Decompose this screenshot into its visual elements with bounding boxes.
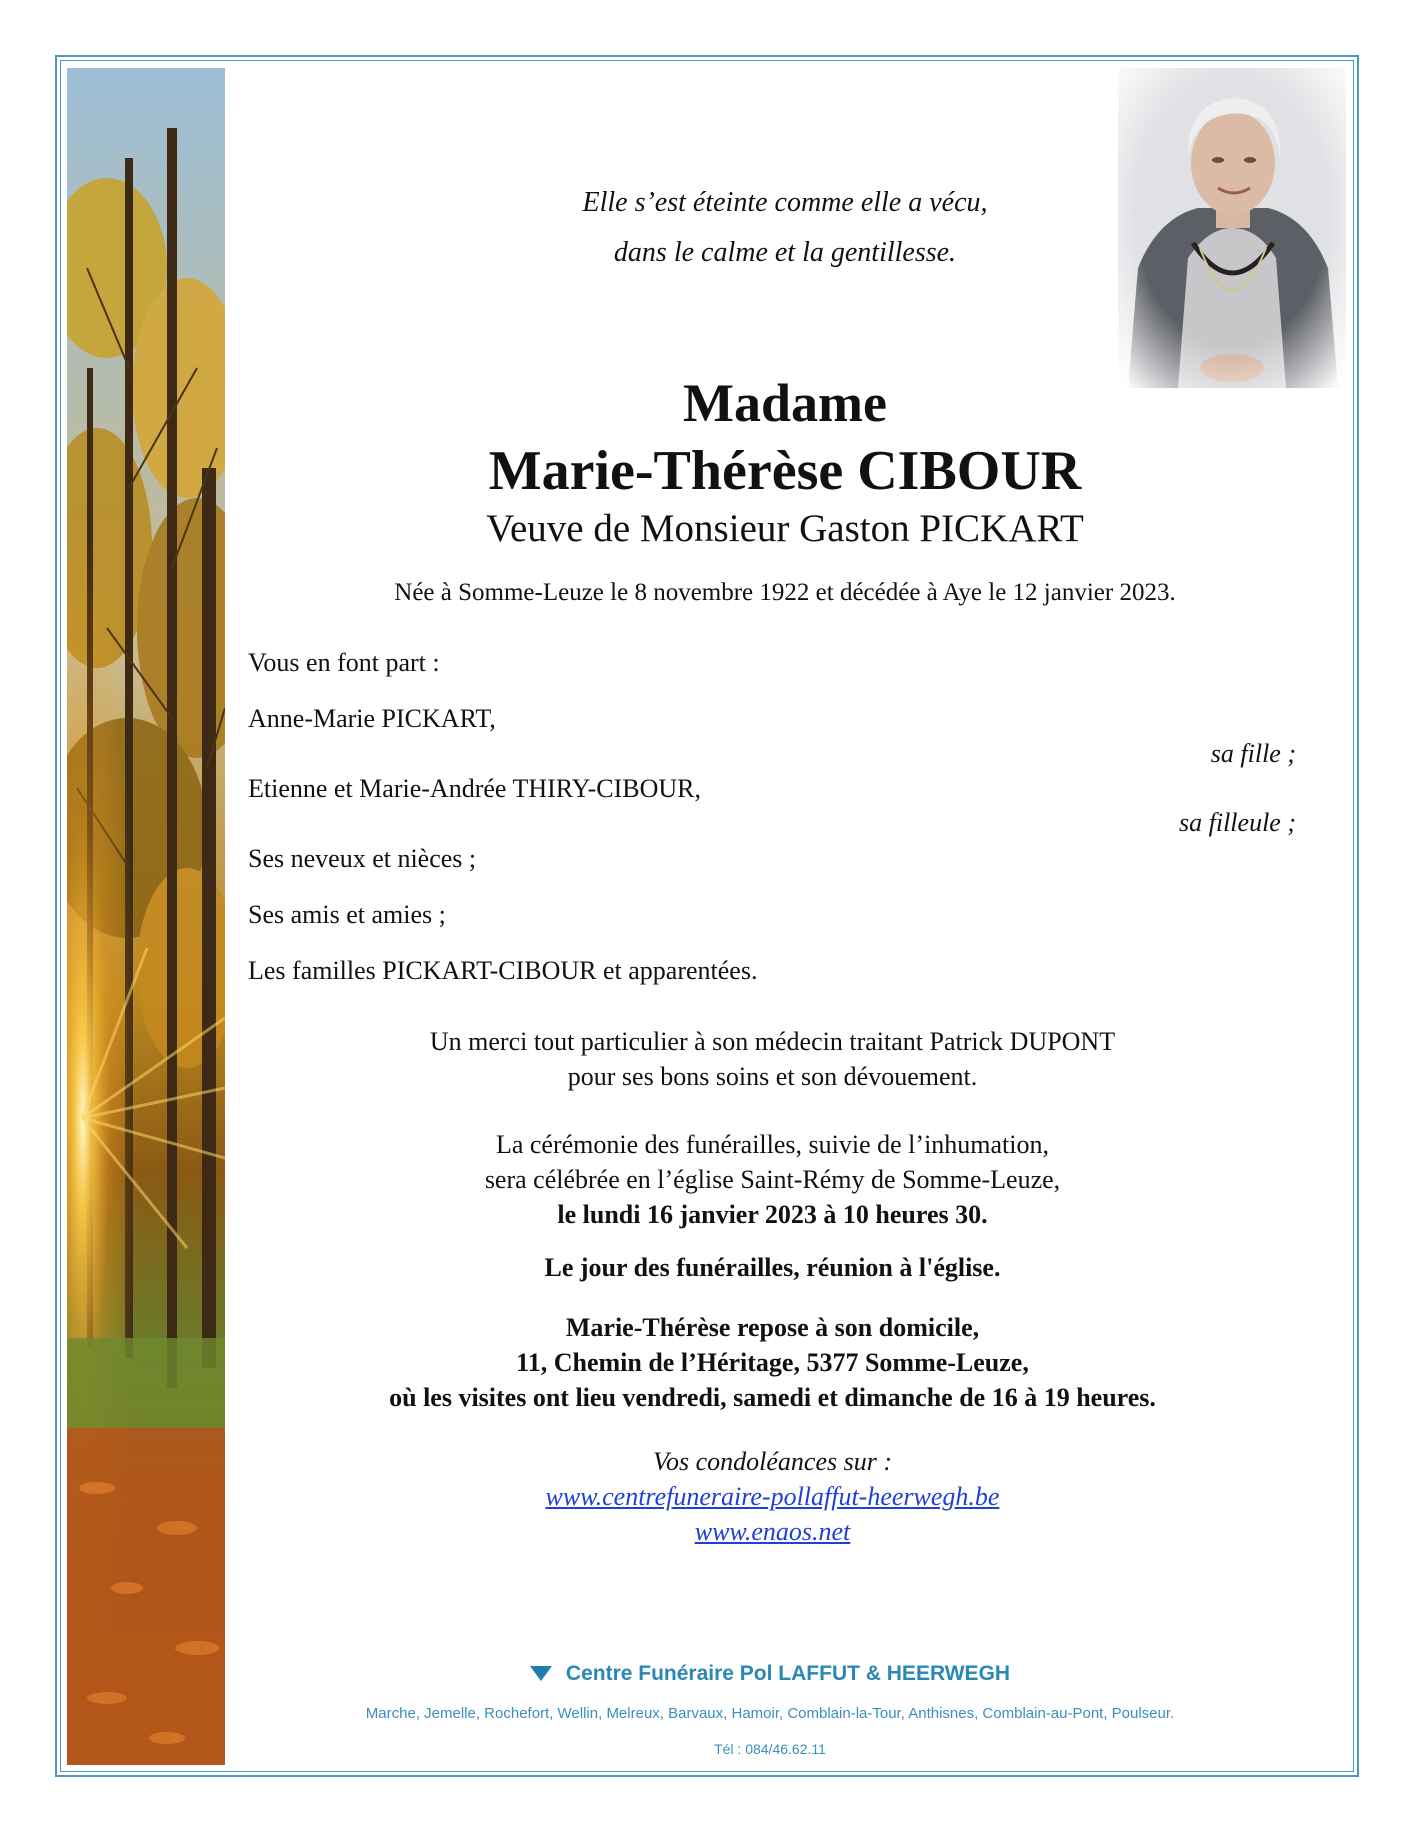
thanks-line-2: pour ses bons soins et son dévouement. [567,1062,978,1091]
family-other: Ses neveux et nièces ; [248,844,477,873]
visitation-line-1: Marie-Thérèse repose à son domicile, [565,1313,980,1342]
condolences-link-centre-funeraire[interactable]: www.centrefuneraire-pollaffut-heerwegh.be [545,1482,1000,1511]
funeral-home-name [240,1662,1300,1686]
family-intro: Vous en font part : [248,648,440,677]
autumn-forest-image [67,68,225,1765]
visitation-address: 11, Chemin de l’Héritage, 5377 Somme-Leuze, [516,1348,1029,1377]
ceremony-line-2: sera célébrée en l’église Saint-Rémy de Somme-Leuze, [484,1165,1061,1194]
ceremony-paragraph [240,1127,1305,1232]
family-other: Les familles PICKART-CIBOUR et apparentées. [248,956,758,985]
family-member-relation: sa filleule ; [1179,808,1296,837]
ceremony-meeting: Le jour des funérailles, réunion à l'église. [544,1253,1001,1282]
triangle-down-icon [530,1666,552,1681]
birth-death-info: Née à Somme-Leuze le 8 novembre 1922 et décédée à Aye le 12 janvier 2023. [394,579,1176,606]
visitation-paragraph [240,1310,1305,1415]
condolences-link-enaos[interactable]: www.enaos.net [694,1517,851,1546]
funeral-home-label: Centre Funéraire Pol LAFFUT & HEERWEGH [565,1662,1011,1685]
honorific: Madame [683,373,887,433]
quote-line-1: Elle s’est éteinte comme elle a vécu, [582,187,988,218]
deceased-name: Marie-Thérèse CIBOUR [488,440,1082,502]
family-member-name: Etienne et Marie-Andrée THIRY-CIBOUR, [248,774,701,803]
family-member-relation: sa fille ; [1210,739,1296,768]
condolences-block [240,1444,1305,1549]
thanks-paragraph [240,1024,1305,1094]
ceremony-line-1: La cérémonie des funérailles, suivie de l’inhumation, [495,1130,1050,1159]
family-member-name: Anne-Marie PICKART, [248,704,496,733]
family-other: Ses amis et amies ; [248,900,446,929]
widow-of: Veuve de Monsieur Gaston PICKART [486,507,1084,550]
ceremony-datetime: le lundi 16 janvier 2023 à 10 heures 30. [557,1200,988,1229]
funeral-home-phone: Tél : 084/46.62.11 [714,1741,826,1757]
opening-quote [240,178,1330,278]
visitation-hours: où les visites ont lieu vendredi, samedi et dimanche de 16 à 19 heures. [389,1383,1156,1412]
thanks-line-1: Un merci tout particulier à son médecin traitant Patrick DUPONT [429,1027,1116,1056]
funeral-home-locations: Marche, Jemelle, Rochefort, Wellin, Melreux, Barvaux, Hamoir, Comblain-la-Tour, Anthisnes, Comblain-au-Pont, Poulseur. [365,1705,1175,1722]
quote-line-2: dans le calme et la gentillesse. [613,237,957,268]
condolences-label: Vos condoléances sur : [652,1447,892,1476]
